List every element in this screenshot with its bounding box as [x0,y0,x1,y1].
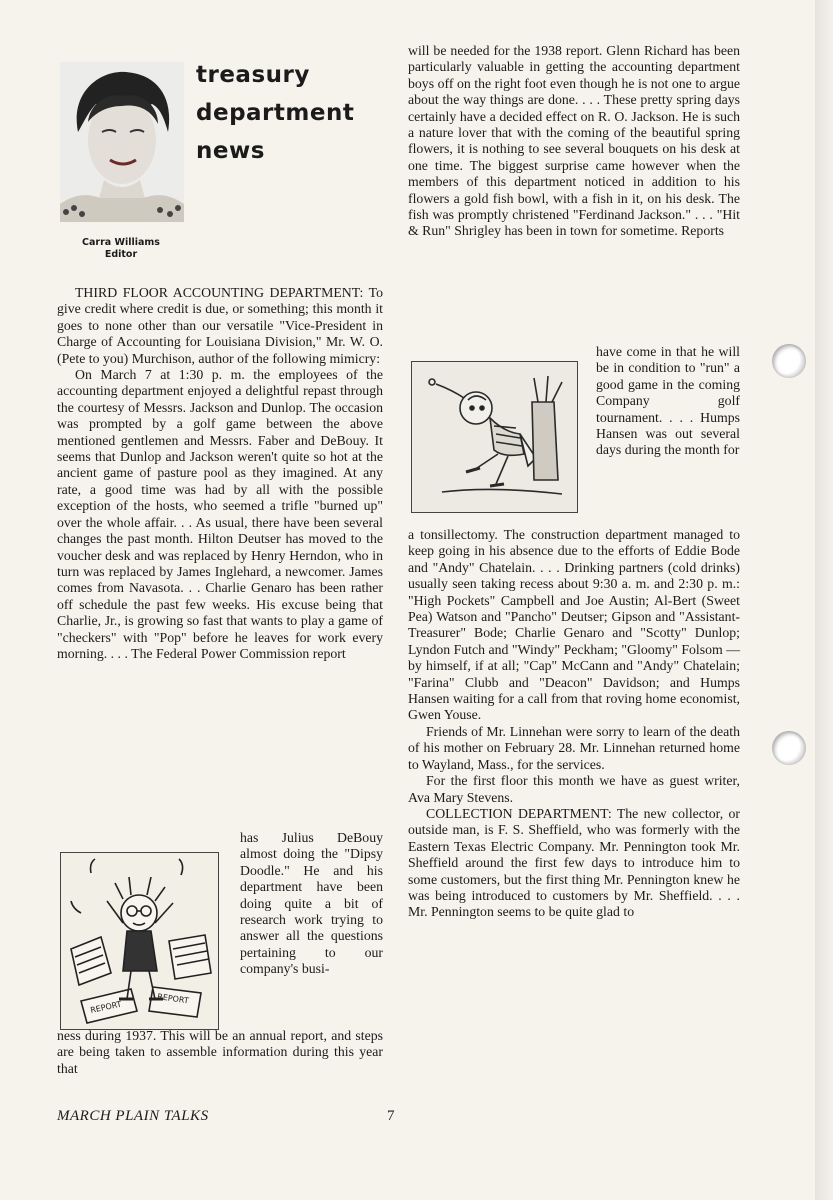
editor-role: Editor [104,249,138,260]
binder-hole-top [772,344,806,378]
page-edge [815,0,833,1200]
heading-line-3: news [196,138,265,164]
heading-line-1: treasury [196,62,310,88]
paragraph-golf-tournament: have come in that he will be in condition to "run" a good game in the coming Company golf tournament. . . . Humps Hansen was out several days during the month for [596,344,740,458]
column-1-bottom-text [57,1028,383,1077]
report-label-right: REPORT [156,992,190,1006]
paragraph-first-floor: For the first floor this month we have as guest writer, Ava Mary Stevens. [408,773,740,805]
dipsy-doodle-illustration [60,852,219,1030]
paragraph-third-floor: THIRD FLOOR ACCOUNTING DEPARTMENT: To give credit where credit is due, or something; this month it goes to none other than our versatile "Vice-President in Charge of Accounting for Louisiana Division," Mr. W. O. (Pete to you) Murchison, author of the following mimicry: [57,285,383,366]
column-2-wrap-text [596,344,740,459]
golfer-illustration [411,361,578,513]
column-1-text [57,285,383,662]
paragraph-federal-power-cont: has Julius DeBouy almost doing the "Dipsy Doodle." He and his department have been doing quite a bit of research work trying to answer all the questions pertaining to our company's busi- [240,830,383,977]
section-heading [196,56,396,170]
paragraph-linnehan: Friends of Mr. Linnehan were sorry to learn of the death of his mother on February 28. Mr. Linnehan returned home to Wayland, Mass., for the services. [408,723,740,772]
report-label-left: REPORT [89,999,123,1015]
column-2-bottom-text [408,527,740,921]
paragraph-march-7: On March 7 at 1:30 p. m. the employees of the accounting department enjoyed a delightful repast through the courtesy of Messrs. Jackson and Dunlop. The occasion was prompted by a golf game between the above mentioned gentlemen and Messrs. Faber and DeBouy. It seems that Dunlop and Jackson weren't quite so hot at the ancient game of pasture pool as they imagined. At any rate, a good time was had by all with the possible exception of the hosts, who seemed a trifle "burned up" over the whole affair. . . As usual, there have been several changes the past month. Hilton Deutser has moved to the voucher desk and was replaced by Henry Herndon, who in turn was replaced by James Inglehard, a newcomer. James comes from Navasota. . . Charlie Genaro has been rather off schedule the past few weeks. His excuse being that Charlie, Jr., is growing so fast that wants to play a game of "checkers" with "Pop" before he leaves for work every morning. . . . The Federal Power Commission report [57,367,383,661]
footer-page-number: 7 [387,1108,395,1124]
footer-magazine-title: MARCH PLAIN TALKS [57,1108,209,1124]
photo-caption [66,237,176,261]
paragraph-tonsillectomy: a tonsillectomy. The construction department managed to keep going in his absence due to the efforts of Eddie Bode and "Andy" Chatelain. . . . Drinking partners (cold drinks) usually seen taking recess about 9:30 a. m. and 2:30 p. m.: "High Pockets" Campbell and Joe Austin; Al-Bert (Sweet Pea) Watson and "Pancho" Deutser; Gipson and "Assistant-Treasurer" Bode; Charlie Genaro and "Scotty" Dunlop; Lyndon Futch and "Windy" Peckham; "Gloomy" Folsom — by himself, if at all; "Cap" McCann and "Andy" Chatelain; "Farina" Clubb and "Deacon" Davidson; and Humps Hansen waiting for a call from that roving home economist, Gwen Youse. [408,527,741,723]
column-2-text [408,43,740,240]
paragraph-collection-department: COLLECTION DEPARTMENT: The new collector, or outside man, is F. S. Sheffield, who was formerly with the Eastern Texas Electric Company. Mr. Pennington took Mr. Sheffield around the first few days to introduce him to some customers, but the first thing Mr. Pennington knew he was being introduced to customers by Mr. Sheffield. . . . Mr. Pennington seems to be quite glad to [408,805,740,920]
binder-hole-bottom [772,731,806,765]
column-1-wrap-text [240,830,383,978]
editor-photo [60,62,184,222]
heading-line-2: department [196,100,355,126]
editor-name: Carra Williams [82,237,160,248]
paragraph-1938-report: will be needed for the 1938 report. Glenn Richard has been particularly valuable in getting the accounting department boys off on the right foot even though he is not one to argue about the way things are done. . . . These pretty spring days certainly have a decided effect on R. O. Jackson. He is such a nature lover that with the coming of the beautiful spring flowers, it is nothing to see several bouquets on his desk at one time. The biggest surprise came however when the members of this department noticed in addition to his flowers a gold fish bowl, with a fish in it, on his desk. The fish was promptly christened "Ferdinand Jackson." . . . "Hit & Run" Shrigley has been in town for sometime. Reports [408,43,740,239]
paragraph-business-cont: ness during 1937. This will be an annual report, and steps are being taken to assemble information during this year that [57,1028,383,1076]
